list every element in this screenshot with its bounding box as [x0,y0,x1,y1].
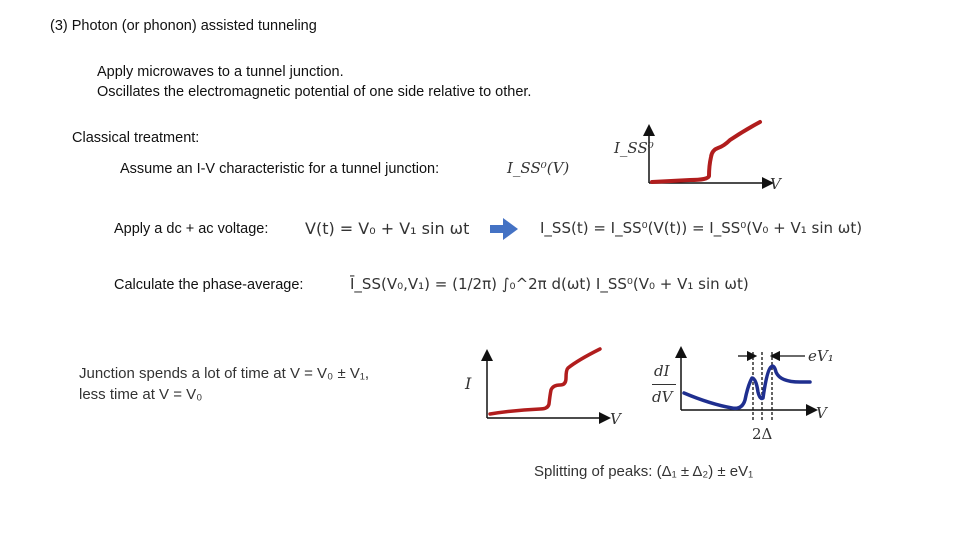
iv-bottom-curve [490,349,600,414]
assume-math-text: I_SS⁰(V) [507,159,570,177]
iv-plot-bottom [487,349,605,418]
didv-x-label: V [816,404,827,422]
iv-bottom-y-label: I [465,374,472,393]
didv-plot [681,352,812,420]
dc-math: V(t) = V₀ + V₁ sin ωt [305,219,470,238]
didv-y-label-num: dI [654,362,670,380]
dc-label: Apply a dc + ac voltage: [114,221,269,237]
junction-note-line-1: Junction spends a lot of time at V = V₀ ± V₁, [79,365,370,382]
intro-line-1: Apply microwaves to a tunnel junction. [97,64,344,80]
iv-top-y-label: I_SS⁰ [614,139,654,157]
gap-2delta-label: 2Δ [752,425,773,443]
section-title: (3) Photon (or phonon) assisted tunneling [50,18,317,34]
didv-fraction-bar [652,384,676,385]
intro-line-2: Oscillates the electromagnetic potential of one side relative to other. [97,84,532,100]
junction-note-line-2: less time at V = V₀ [79,386,203,403]
ev1-label: eV₁ [808,347,834,365]
assume-label: Assume an I-V characteristic for a tunnel junction: [120,161,440,177]
avg-label: Calculate the phase-average: [114,277,304,293]
dc-result: I_SS(t) = I_SS⁰(V(t)) = I_SS⁰(V₀ + V₁ sin ωt) [540,219,863,237]
iv-bottom-x-label: V [610,410,621,428]
didv-curve [684,366,810,408]
classical-heading: Classical treatment: [72,130,200,146]
didv-y-label-den: dV [652,388,673,406]
iv-top-x-label: V [770,175,781,193]
splitting-caption: Splitting of peaks: (Δ₁ ± Δ₂) ± eV₁ [534,463,754,480]
iv-plot-top [649,122,768,183]
implies-arrow [490,218,518,240]
avg-math: Ī_SS(V₀,V₁) = (1/2π) ∫₀^2π d(ωt) I_SS⁰(V₀ + V₁ sin ωt) [350,275,749,293]
iv-top-curve [652,122,760,182]
